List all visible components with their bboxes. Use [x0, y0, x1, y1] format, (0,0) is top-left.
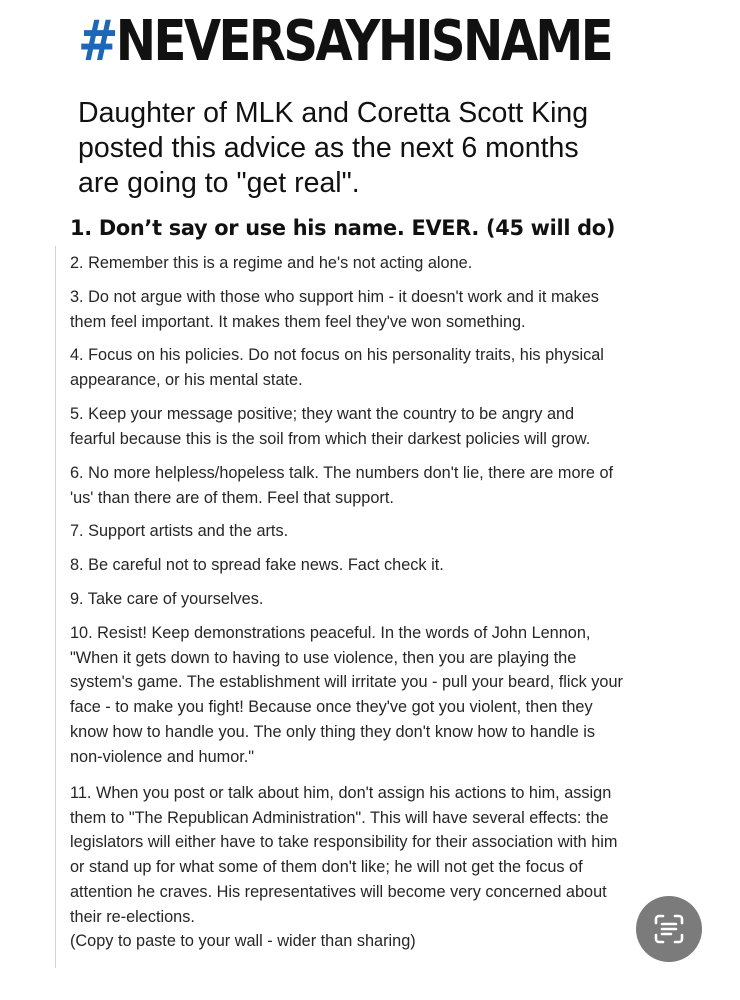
- list-item-4: [70, 343, 604, 392]
- item-line: them feel important. It makes them feel they've won something.: [70, 312, 526, 331]
- item-note: (Copy to paste to your wall - wider than sharing): [70, 932, 416, 951]
- item-line: appearance, or his mental state.: [70, 370, 303, 389]
- intro-line: posted this advice as the next 6 months: [78, 132, 579, 164]
- item-line: them to "The Republican Administration". This will have several effects: the: [70, 808, 609, 827]
- item-line: face - to make you fight! Because once they've got you violent, then they: [70, 698, 593, 717]
- item-line: non-violence and humor.": [70, 747, 255, 766]
- item-line: 'us' than there are of them. Feel that support.: [70, 488, 394, 507]
- item-line: 3. Do not argue with those who support him - it doesn't work and it makes: [70, 288, 599, 306]
- item-line: 5. Keep your message positive; they want the country to be angry and: [70, 405, 575, 423]
- headline: [78, 9, 612, 74]
- item-line: know how to handle you. The only thing they don't know how to handle is: [70, 722, 596, 741]
- scan-text-button[interactable]: [636, 896, 702, 962]
- list-item-10: [70, 621, 623, 769]
- hashtag-title: NEVERSAYHISNAME: [115, 9, 612, 74]
- item-line: attention he craves. His representatives will become very concerned about: [70, 882, 607, 901]
- list-item-11: [70, 781, 617, 954]
- list-item-2: [70, 251, 472, 276]
- item-line: 2. Remember this is a regime and he's not acting alone.: [70, 254, 473, 272]
- item-line: or stand up for what some of them don't like; he will not get the focus of: [70, 858, 583, 877]
- item-line: 10. Resist! Keep demonstrations peaceful. In the words of John Lennon,: [70, 624, 591, 642]
- item-line: 9. Take care of yourselves.: [70, 590, 264, 608]
- list-item-8: [70, 553, 444, 578]
- hashtag-symbol: #: [78, 9, 116, 74]
- intro-line: are going to "get real".: [78, 167, 360, 199]
- list-item-9: [70, 587, 263, 612]
- intro-line: Daughter of MLK and Coretta Scott King: [78, 97, 589, 129]
- item-line: 4. Focus on his policies. Do not focus on his personality traits, his physical: [70, 346, 604, 364]
- list-item-3: [70, 285, 599, 334]
- item-line: their re-elections.: [70, 907, 195, 926]
- item-line: 7. Support artists and the arts.: [70, 522, 289, 540]
- item-line: 11. When you post or talk about him, don't assign his actions to him, assign: [70, 784, 612, 802]
- item-line: "When it gets down to having to use violence, then you are playing the: [70, 648, 577, 667]
- item-line: system's game. The establishment will irritate you - pull your beard, flick your: [70, 673, 623, 692]
- intro-text: [78, 96, 728, 201]
- item-line: 8. Be careful not to spread fake news. Fact check it.: [70, 556, 444, 574]
- item-line: legislators will either have to take responsibility for their association with him: [70, 833, 618, 852]
- item-line: fearful because this is the soil from which their darkest policies will grow.: [70, 429, 591, 448]
- list-item-7: [70, 519, 288, 544]
- list-item-5: [70, 402, 590, 451]
- list-item-1: 1. Don’t say or use his name. EVER. (45 will do): [70, 216, 616, 241]
- item-line: 6. No more helpless/hopeless talk. The numbers don't lie, there are more of: [70, 464, 614, 482]
- scan-text-icon: [652, 912, 686, 946]
- list-item-6: [70, 461, 613, 510]
